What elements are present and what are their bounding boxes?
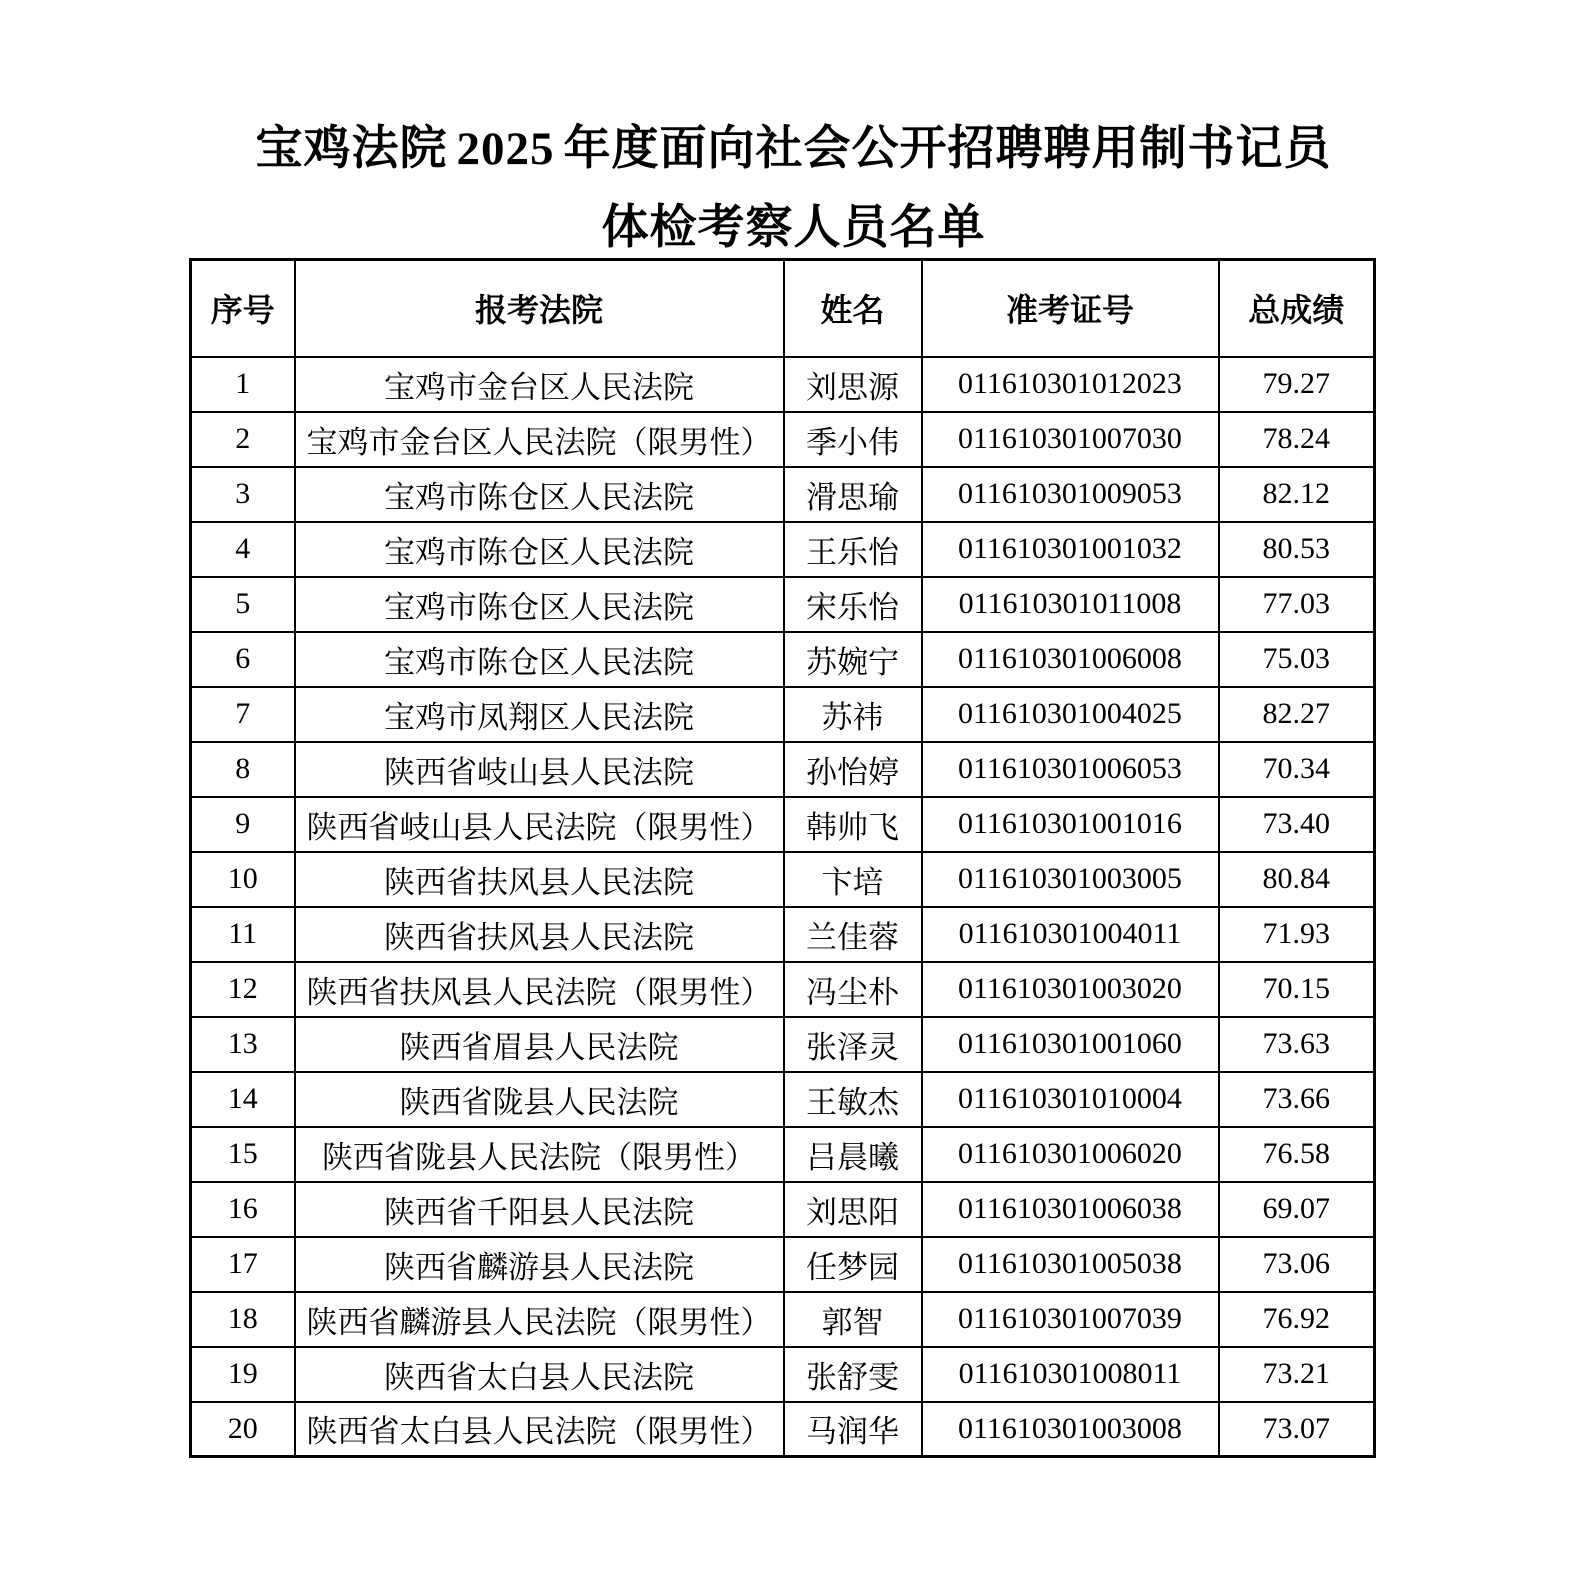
table-row <box>191 1182 1375 1237</box>
cell-index: 20 <box>191 1402 295 1457</box>
cell-court: 陕西省麟游县人民法院 <box>295 1237 784 1292</box>
table-row <box>191 1347 1375 1402</box>
cell-court: 宝鸡市陈仓区人民法院 <box>295 467 784 522</box>
table-row <box>191 1127 1375 1182</box>
cell-score: 70.15 <box>1219 962 1375 1017</box>
cell-name: 张舒雯 <box>784 1347 922 1402</box>
cell-ticket: 011610301001032 <box>922 522 1219 577</box>
cell-index: 16 <box>191 1182 295 1237</box>
table-row <box>191 1017 1375 1072</box>
cell-ticket: 011610301012023 <box>922 357 1219 412</box>
cell-name: 郭智 <box>784 1292 922 1347</box>
cell-ticket: 011610301007039 <box>922 1292 1219 1347</box>
cell-score: 73.66 <box>1219 1072 1375 1127</box>
cell-name: 张泽灵 <box>784 1017 922 1072</box>
cell-court: 陕西省陇县人民法院 <box>295 1072 784 1127</box>
table-row <box>191 852 1375 907</box>
cell-name: 宋乐怡 <box>784 577 922 632</box>
document-title-line2: 体检考察人员名单 <box>601 202 986 254</box>
table-row <box>191 632 1375 687</box>
cell-ticket: 011610301003008 <box>922 1402 1219 1457</box>
cell-index: 11 <box>191 907 295 962</box>
title-prefix: 宝鸡法院 <box>255 123 448 175</box>
cell-name: 王乐怡 <box>784 522 922 577</box>
cell-score: 80.53 <box>1219 522 1375 577</box>
table-row <box>191 1402 1375 1457</box>
cell-court: 宝鸡市陈仓区人民法院 <box>295 577 784 632</box>
cell-score: 80.84 <box>1219 852 1375 907</box>
cell-name: 兰佳蓉 <box>784 907 922 962</box>
table-header <box>191 260 1375 357</box>
cell-name: 苏祎 <box>784 687 922 742</box>
cell-ticket: 011610301001060 <box>922 1017 1219 1072</box>
cell-score: 73.63 <box>1219 1017 1375 1072</box>
cell-name: 滑思瑜 <box>784 467 922 522</box>
cell-name: 刘思源 <box>784 357 922 412</box>
table-row <box>191 1237 1375 1292</box>
cell-court: 宝鸡市凤翔区人民法院 <box>295 687 784 742</box>
cell-index: 12 <box>191 962 295 1017</box>
cell-score: 78.24 <box>1219 412 1375 467</box>
cell-score: 76.58 <box>1219 1127 1375 1182</box>
cell-ticket: 011610301006053 <box>922 742 1219 797</box>
cell-index: 10 <box>191 852 295 907</box>
cell-name: 马润华 <box>784 1402 922 1457</box>
header-index: 序号 <box>191 260 295 357</box>
table-row <box>191 962 1375 1017</box>
header-ticket: 准考证号 <box>922 260 1219 357</box>
table-row <box>191 687 1375 742</box>
cell-index: 15 <box>191 1127 295 1182</box>
cell-score: 71.93 <box>1219 907 1375 962</box>
cell-index: 5 <box>191 577 295 632</box>
header-name: 姓名 <box>784 260 922 357</box>
table-row <box>191 1292 1375 1347</box>
cell-index: 2 <box>191 412 295 467</box>
cell-court: 陕西省岐山县人民法院（限男性） <box>295 797 784 852</box>
table-row <box>191 742 1375 797</box>
cell-court: 宝鸡市金台区人民法院 <box>295 357 784 412</box>
cell-score: 70.34 <box>1219 742 1375 797</box>
cell-ticket: 011610301011008 <box>922 577 1219 632</box>
cell-name: 吕晨曦 <box>784 1127 922 1182</box>
table-row <box>191 577 1375 632</box>
cell-name: 王敏杰 <box>784 1072 922 1127</box>
cell-name: 孙怡婷 <box>784 742 922 797</box>
cell-ticket: 011610301009053 <box>922 467 1219 522</box>
cell-score: 75.03 <box>1219 632 1375 687</box>
cell-index: 13 <box>191 1017 295 1072</box>
cell-court: 陕西省扶风县人民法院 <box>295 907 784 962</box>
cell-index: 3 <box>191 467 295 522</box>
cell-ticket: 011610301006020 <box>922 1127 1219 1182</box>
cell-ticket: 011610301004011 <box>922 907 1219 962</box>
cell-ticket: 011610301006008 <box>922 632 1219 687</box>
cell-score: 73.06 <box>1219 1237 1375 1292</box>
cell-name: 卞培 <box>784 852 922 907</box>
cell-index: 19 <box>191 1347 295 1402</box>
cell-index: 7 <box>191 687 295 742</box>
cell-index: 17 <box>191 1237 295 1292</box>
cell-index: 9 <box>191 797 295 852</box>
table-row <box>191 907 1375 962</box>
cell-name: 任梦园 <box>784 1237 922 1292</box>
cell-ticket: 011610301003005 <box>922 852 1219 907</box>
table-body <box>191 357 1375 1457</box>
cell-index: 4 <box>191 522 295 577</box>
cell-score: 73.40 <box>1219 797 1375 852</box>
cell-court: 陕西省扶风县人民法院 <box>295 852 784 907</box>
cell-name: 韩帅飞 <box>784 797 922 852</box>
cell-name: 苏婉宁 <box>784 632 922 687</box>
cell-ticket: 011610301010004 <box>922 1072 1219 1127</box>
cell-ticket: 011610301006038 <box>922 1182 1219 1237</box>
cell-court: 陕西省岐山县人民法院 <box>295 742 784 797</box>
table-header-row <box>191 260 1375 357</box>
cell-index: 6 <box>191 632 295 687</box>
cell-index: 1 <box>191 357 295 412</box>
cell-court: 陕西省扶风县人民法院（限男性） <box>295 962 784 1017</box>
table-row <box>191 357 1375 412</box>
cell-court: 陕西省眉县人民法院 <box>295 1017 784 1072</box>
cell-court: 宝鸡市陈仓区人民法院 <box>295 632 784 687</box>
cell-ticket: 011610301008011 <box>922 1347 1219 1402</box>
header-score: 总成绩 <box>1219 260 1375 357</box>
cell-score: 79.27 <box>1219 357 1375 412</box>
cell-court: 宝鸡市陈仓区人民法院 <box>295 522 784 577</box>
table-row <box>191 1072 1375 1127</box>
header-court: 报考法院 <box>295 260 784 357</box>
cell-ticket: 011610301007030 <box>922 412 1219 467</box>
cell-score: 77.03 <box>1219 577 1375 632</box>
cell-court: 陕西省太白县人民法院（限男性） <box>295 1402 784 1457</box>
cell-ticket: 011610301001016 <box>922 797 1219 852</box>
cell-score: 76.92 <box>1219 1292 1375 1347</box>
table-row <box>191 797 1375 852</box>
cell-score: 82.12 <box>1219 467 1375 522</box>
cell-score: 69.07 <box>1219 1182 1375 1237</box>
cell-ticket: 011610301005038 <box>922 1237 1219 1292</box>
cell-score: 82.27 <box>1219 687 1375 742</box>
cell-index: 18 <box>191 1292 295 1347</box>
cell-court: 陕西省麟游县人民法院（限男性） <box>295 1292 784 1347</box>
cell-court: 陕西省陇县人民法院（限男性） <box>295 1127 784 1182</box>
cell-name: 季小伟 <box>784 412 922 467</box>
document-title-line1 <box>0 123 1587 175</box>
cell-ticket: 011610301004025 <box>922 687 1219 742</box>
cell-court: 宝鸡市金台区人民法院（限男性） <box>295 412 784 467</box>
cell-score: 73.21 <box>1219 1347 1375 1402</box>
cell-name: 刘思阳 <box>784 1182 922 1237</box>
table-row <box>191 522 1375 577</box>
cell-court: 陕西省太白县人民法院 <box>295 1347 784 1402</box>
table-row <box>191 467 1375 522</box>
cell-ticket: 011610301003020 <box>922 962 1219 1017</box>
cell-index: 8 <box>191 742 295 797</box>
cell-index: 14 <box>191 1072 295 1127</box>
title-suffix: 年度面向社会公开招聘聘用制书记员 <box>563 123 1332 175</box>
cell-score: 73.07 <box>1219 1402 1375 1457</box>
cell-court: 陕西省千阳县人民法院 <box>295 1182 784 1237</box>
candidate-table <box>189 258 1376 1458</box>
table-row <box>191 412 1375 467</box>
title-year: 2025 <box>456 123 555 175</box>
cell-name: 冯尘朴 <box>784 962 922 1017</box>
